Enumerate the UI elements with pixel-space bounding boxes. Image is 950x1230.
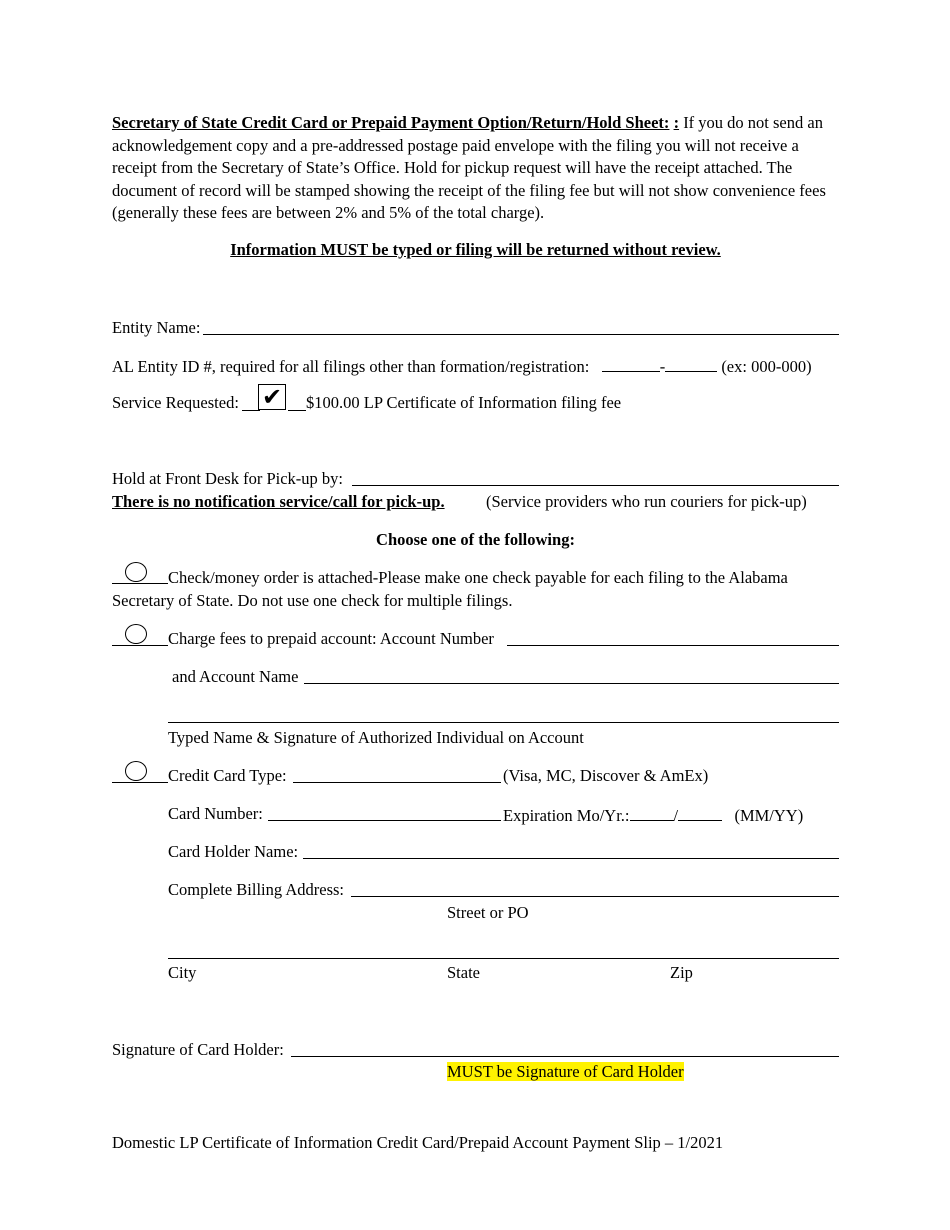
street-caption: Street or PO <box>447 903 529 922</box>
authorized-signature-field[interactable] <box>168 706 839 723</box>
hold-pickup-field[interactable] <box>352 469 839 486</box>
intro-heading: Secretary of State Credit Card or Prepaid Payment Option/Return/Hold Sheet: <box>112 113 670 132</box>
radio-circle-icon[interactable] <box>125 624 147 644</box>
intro-paragraph <box>112 112 839 225</box>
card-number-label: Card Number: <box>168 804 263 823</box>
account-name-field[interactable] <box>304 667 839 684</box>
account-number-field[interactable] <box>507 629 839 646</box>
signature-note <box>447 1062 684 1082</box>
intro-heading-colon: : <box>673 113 680 132</box>
check-option-radio[interactable] <box>112 562 168 584</box>
card-number-field[interactable] <box>268 804 501 821</box>
signature-note-highlight: MUST be Signature of Card Holder <box>447 1062 684 1081</box>
prepaid-option-radio[interactable] <box>112 624 168 646</box>
checkmark-icon: ✔ <box>261 383 283 411</box>
zip-caption: Zip <box>670 963 693 982</box>
radio-underline <box>112 645 168 646</box>
account-number-label: Charge fees to prepaid account: Account Number <box>168 629 494 648</box>
expiration-year-field[interactable] <box>678 804 722 821</box>
service-requested-label: Service Requested: <box>112 393 239 412</box>
card-type-note: (Visa, MC, Discover & AmEx) <box>503 766 709 785</box>
entity-name-label: Entity Name: <box>112 318 201 337</box>
credit-card-option-radio[interactable] <box>112 761 168 783</box>
city-caption: City <box>168 963 197 982</box>
entity-id-label: AL Entity ID #, required for all filings other than formation/registration: <box>112 357 590 376</box>
card-holder-signature-label: Signature of Card Holder: <box>112 1040 284 1059</box>
card-type-label: Credit Card Type: <box>168 766 287 785</box>
footer-text: Domestic LP Certificate of Information Credit Card/Prepaid Account Payment Slip – 1/2021 <box>112 1133 724 1152</box>
intro-body: If you do not send an acknowledgement copy and a pre-addressed postage paid envelope with the filing you will not receive a receipt from the Secretary of State’s Office. Hold for pickup request will have the receipt attached. The document of record will be stamped showing the receipt of the filing fee but will not show convenience fees (generally these fees are between 2% and 5% of the total charge). <box>112 113 826 222</box>
radio-circle-icon[interactable] <box>125 562 147 582</box>
expiration-label: Expiration Mo/Yr.: <box>503 806 630 825</box>
service-blank-right <box>288 393 306 411</box>
check-option-line2: Secretary of State. Do not use one check for multiple filings. <box>112 591 513 610</box>
expiration-month-field[interactable] <box>630 804 674 821</box>
entity-id-row <box>112 355 812 377</box>
entity-id-dash: - <box>659 357 666 376</box>
check-option-line1: Check/money order is attached-Please make one check payable for each filing to the Alabama <box>168 568 788 587</box>
entity-id-part2-field[interactable] <box>665 355 717 372</box>
radio-underline <box>112 782 168 783</box>
entity-id-example: (ex: 000-000) <box>721 357 812 376</box>
expiration-format: (MM/YY) <box>734 806 804 825</box>
card-holder-name-field[interactable] <box>303 842 839 859</box>
expiration-row <box>503 804 803 826</box>
no-notification-text: There is no notification service/call for pick-up. <box>112 492 445 511</box>
typed-notice: Information MUST be typed or filing will be returned without review. <box>230 240 721 259</box>
service-description: $100.00 LP Certificate of Information filing fee <box>306 393 622 412</box>
account-name-label: and Account Name <box>172 667 299 686</box>
authorized-signature-caption: Typed Name & Signature of Authorized Individual on Account <box>168 728 584 747</box>
billing-city-state-zip-field[interactable] <box>168 942 839 959</box>
radio-circle-icon[interactable] <box>125 761 147 781</box>
card-type-field[interactable] <box>293 766 501 783</box>
state-caption: State <box>447 963 480 982</box>
entity-name-field[interactable] <box>203 318 839 335</box>
card-holder-name-label: Card Holder Name: <box>168 842 299 861</box>
service-providers-text: (Service providers who run couriers for pick-up) <box>486 492 807 511</box>
billing-address-label: Complete Billing Address: <box>168 880 344 899</box>
entity-id-part1-field[interactable] <box>602 355 660 372</box>
hold-label: Hold at Front Desk for Pick-up by: <box>112 469 343 488</box>
card-holder-signature-field[interactable] <box>291 1040 839 1057</box>
choose-heading: Choose one of the following: <box>376 530 575 549</box>
billing-street-field[interactable] <box>351 880 839 897</box>
expiration-slash: / <box>673 806 679 825</box>
radio-underline <box>112 583 168 584</box>
service-checkbox[interactable] <box>258 384 286 410</box>
